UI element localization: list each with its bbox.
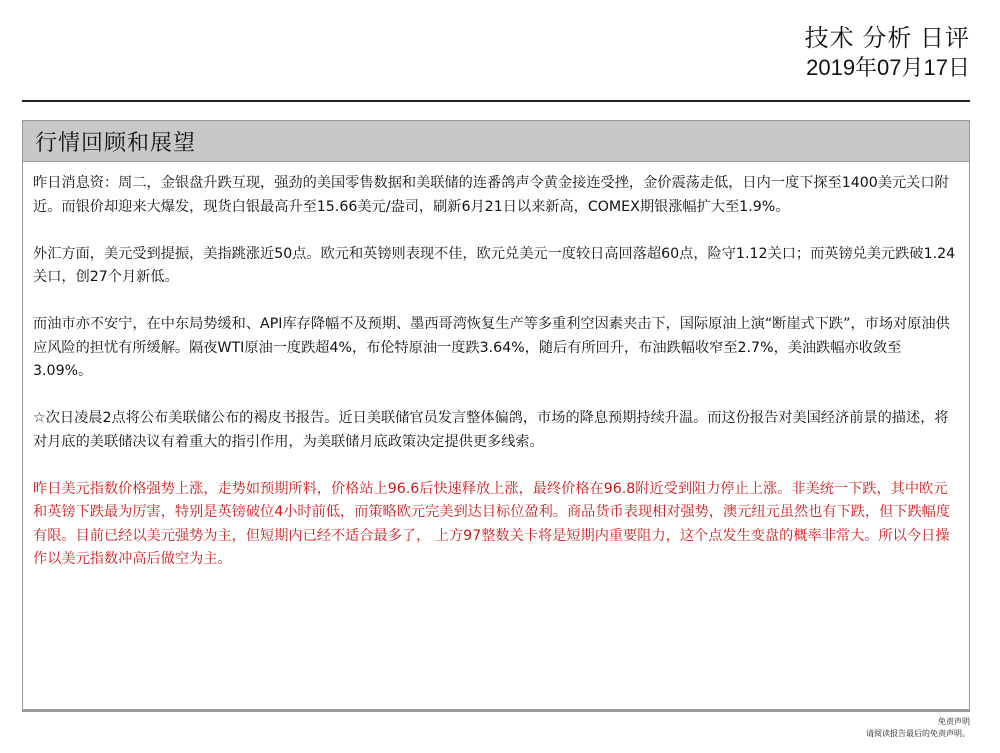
header-divider [22,100,970,102]
report-title: 技术 分析 日评 [804,25,970,52]
report-header [805,24,970,82]
section-header-bar [23,121,969,162]
paragraph-dollar-outlook: 昨日美元指数价格强势上涨，走势如预期所料，价格站上96.6后快速释放上涨，最终价格在96.8附近受到阻力停止上涨。非美统一下跌，其中欧元和英镑下跌最为厉害，特别是英镑破位4小时前低，而策略欧元完美到达目标位盈利。商品货币表现相对强势，澳元纽元虽然也有下跌，但下跌幅度有限。目前已经以美元强势为主，但短期内已经不适合最多了， 上方97整数关卡将是短期内重要阻力，这个点发生变盘的概率非常大。所以今日操作以美元指数冲高后做空为主。 [33,480,951,567]
section-body [23,162,969,572]
disclaimer-title: 免责声明 [938,717,970,726]
paragraph-beige-book: ☆次日凌晨2点将公布美联储公布的褐皮书报告。近日美联储官员发言整体偏鸽，市场的降息预期持续升温。而这份报告对美国经济前景的描述，将对月底的美联储决议有着重大的指引作用，为美联储月底政策决定提供更多线索。 [33,410,949,450]
paragraph-oil: 而油市亦不安宁，在中东局势缓和、API库存降幅不及预期、墨西哥湾恢复生产等多重利空因素夹击下，国际原油上演“断崖式下跌”，市场对原油供应风险的担忧有所缓解。隔夜WTI原油一度跌超4%，布伦特原油一度跌3.64%，随后有所回升，布油跌幅收窄至2.7%，美油跌幅亦收敛至3.09%。 [33,316,950,379]
section-title: 行情回顾和展望 [35,130,197,156]
disclaimer [866,716,970,740]
paragraph-forex: 外汇方面，美元受到提振，美指跳涨近50点。欧元和英镑则表现不佳，欧元兑美元一度较日高回落超60点，险守1.12关口；而英镑兑美元跌破1.24关口，创27个月新低。 [33,245,956,285]
footer-divider [22,710,970,712]
report-date: 2019年07月17日 [806,55,970,80]
disclaimer-note: 请阅读报告最后的免责声明。 [866,729,970,738]
content-panel [22,120,970,710]
paragraph-news-summary: 昨日消息资：周二，金银盘升跌互现，强劲的美国零售数据和美联储的连番鸽声令黄金接连受挫，金价震荡走低，日内一度下探至1400美元关口附近。而银价却迎来大爆发，现货白银最高升至15.66美元/盎司，刷新6月21日以来新高，COMEX期银涨幅扩大至1.9%。 [33,175,949,215]
